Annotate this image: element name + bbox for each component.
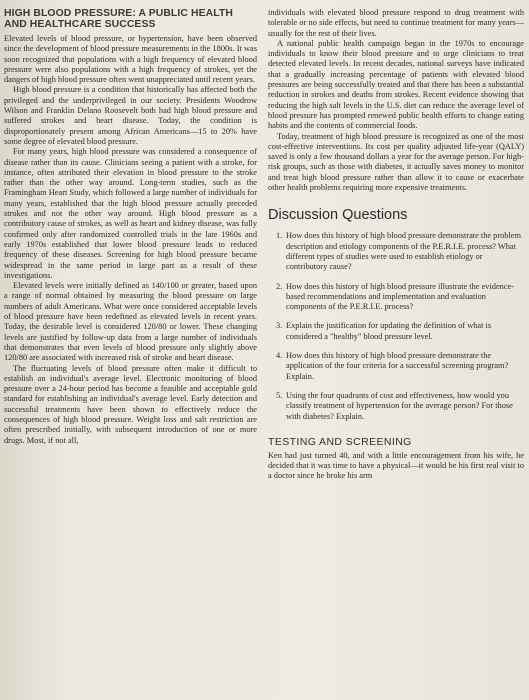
question-item: 3. Explain the justification for updating the definition of what is considered a "healthy" blood pressure level. [276, 321, 492, 341]
question-item: 4. How does this history of high blood pressure demonstrate the application of the four criteria for a successful screening program? Explain. [276, 351, 509, 381]
paragraph-2: High blood pressure is a condition that historically has affected both the privileged and the underprivileged in our society. Presidents Woodrow Wilson and Franklin Delano Roosevelt both had high blood pressure and suffered strokes and heart disease. Today, the condition is disproportionately present among African Americans—15 to 20% have some degree of elevated blood pressure. [4, 85, 257, 146]
paragraph-1: Elevated levels of blood pressure, or hypertension, have been observed since the development of blood pressure measurements in the 1800s. It was soon recognized that populations with a high frequency of elevated blood pressure were also populations with a high frequency of strokes, yet the dangers of high blood pressure often went unappreciated until recent years. [4, 34, 257, 85]
left-column [4, 8, 257, 446]
testing-paragraph: Ken had just turned 40, and with a little encouragement from his wife, he decided that it was time to have a physical—it would be his first real visit to a doctor since he broke his arm [268, 450, 524, 481]
case-title: HIGH BLOOD PRESSURE: A PUBLIC HEALTH AND HEALTHCARE SUCCESS [4, 8, 233, 30]
paragraph-3: For many years, high blood pressure was considered a consequence of disease rather than its cause. Clinicians seeing a patient with a stroke, for instance, often attributed their elevation in blood pressure to the stroke rather than the other way around. Long-term studies, such as the Framingham Heart Study, which followed a large number of individuals for many years, established that the high blood pressure actually preceded strokes and not the other way around. High blood pressure as a contributory cause of strokes, as well as heart and kidney disease, was fully confirmed only after randomized controlled trials in the late 1960s and early 1970s established that lower blood pressure leads to reduced frequency of these diseases. Screening for high blood pressure became widespread in the same period in large part as a result of these investigations. [4, 147, 257, 280]
question-item: 1. How does this history of high blood pressure demonstrate the problem description and etiology components of the P.E.R.I.E. process? What different types of studies were used to establish etiology or contributory cause? [276, 231, 521, 272]
question-item: 5. Using the four quadrants of cost and effectiveness, how would you classify treatment of hypertension for the average person? For those with diabetes? Explain. [276, 390, 513, 421]
paragraph-5: The fluctuating levels of blood pressure often make it difficult to establish an individual's average level. Electronic monitoring of blood pressure over a 24-hour period has become a feasible and acceptable gold standard for establishing an individual's average level. Early detection and successful treatments have been shown to effectively reduce the consequences of high blood pressure. Weight loss and salt restriction are often prescribed initially, with subsequent introduction of one or more drugs. Most, if not all, [4, 363, 257, 445]
right-column [268, 8, 524, 482]
paragraph-4: Elevated levels were initially defined as 140/100 or greater, based upon a range of normal obtained by measuring the blood pressure on large numbers of adult Americans. What were once considered acceptable levels of blood pressure have been redefined as elevated levels in recent years. Today, the desirable level is considered 120/80 or lower. These changing levels are justified by follow-up data from a large number of individuals that demonstrates that even levels of blood pressure only slightly above 120/80 are associated with increased risk of stroke and heart disease. [4, 281, 257, 363]
testing-screening-heading: TESTING AND SCREENING [268, 435, 412, 448]
paragraph-7: A national public health campaign began in the 1970s to encourage individuals to know their blood pressure and to urge clinicians to treat detected elevated levels. In recent decades, national surveys have indicated that a gradually increasing percentage of patients with elevated blood pressures are being successfully treated and that there has been a substantial reduction in strokes and deaths from strokes. Recent evidence showing that reducing the high salt levels in the U.S. diet can reduce the average level of blood pressure has prompted renewed public health efforts to change eating habits and the contents of commercial foods. [268, 38, 524, 131]
paragraph-8: Today, treatment of high blood pressure is recognized as one of the most cost-effective interventions. Its cost per quality adjusted life-year (QALY) saved is only a few thousand dollars a year for the average person. For high-risk groups, such as those with diabetes, it actually saves money to monitor and treat high blood pressure rather than allow it to cause or exacerbate other health problems requiring more expensive treatments. [268, 131, 524, 193]
discussion-questions-list [268, 231, 524, 421]
question-item: 2. How does this history of high blood pressure illustrate the evidence-based recommendations and implementation and evaluation components of the P.E.R.I.E. process? [276, 281, 515, 312]
paragraph-6: individuals with elevated blood pressure respond to drug treatment with tolerable or no side effects, but need to continue treatment for many years—usually for the rest of their lives. [268, 8, 524, 38]
discussion-heading: Discussion Questions [268, 207, 408, 224]
